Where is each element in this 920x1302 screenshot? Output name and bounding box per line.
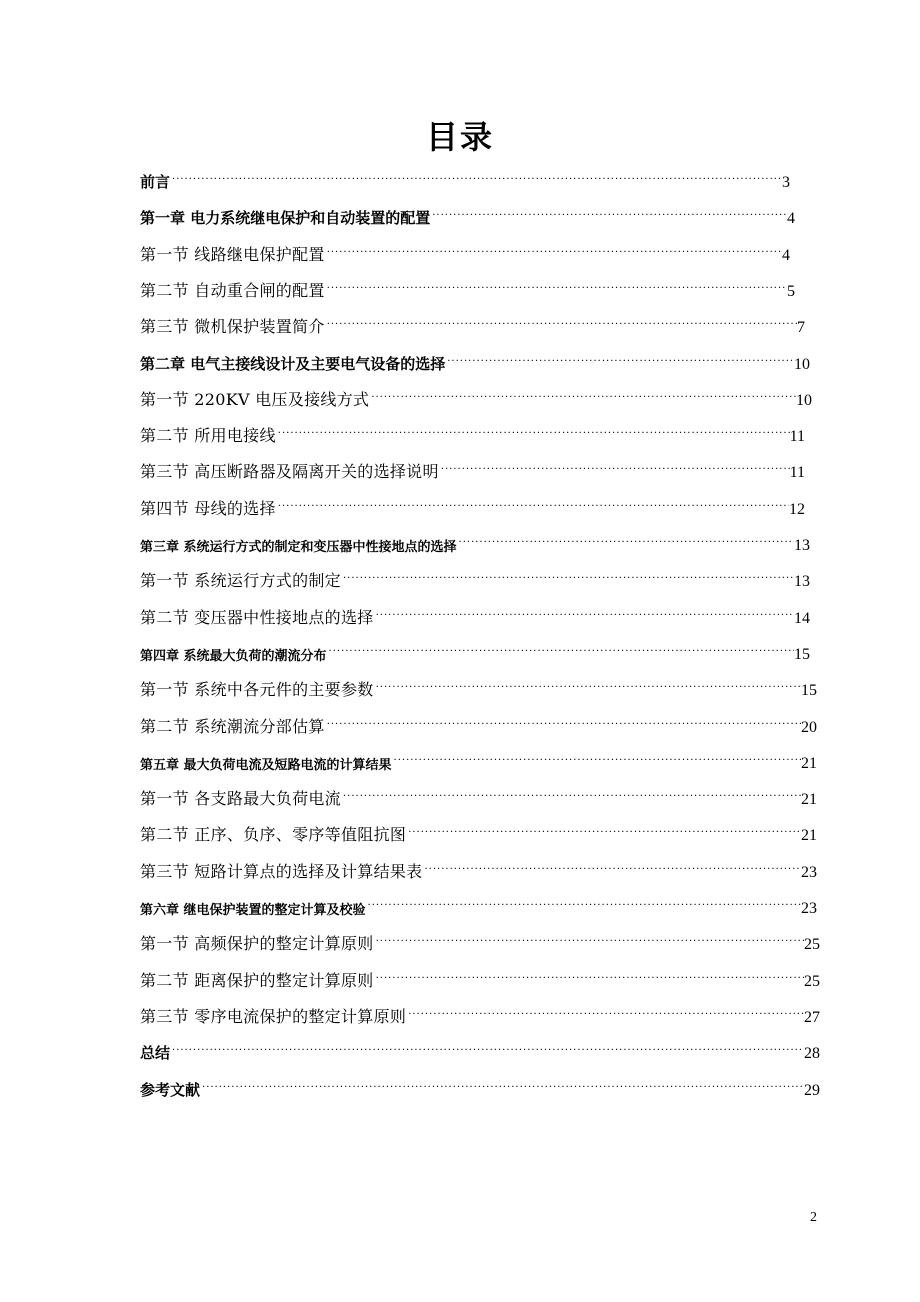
toc-entry[interactable] — [140, 783, 817, 809]
toc-entry[interactable] — [140, 638, 810, 664]
toc-leader-dots — [327, 644, 794, 664]
toc-entry-page: 28 — [804, 1045, 820, 1063]
toc-entry-page: 7 — [797, 319, 805, 337]
toc-entry-label: 第三节 微机保护装置简介 — [140, 317, 325, 337]
toc-leader-dots — [325, 317, 797, 337]
toc-entry[interactable] — [140, 529, 810, 555]
toc-leader-dots — [325, 717, 801, 737]
toc-entry[interactable] — [140, 493, 805, 519]
toc-entry-label: 第一节 线路继电保护配置 — [140, 244, 325, 264]
toc-entry-label: 第三节 零序电流保护的整定计算原则 — [140, 1006, 407, 1026]
toc-entry[interactable] — [140, 711, 817, 737]
toc-entry[interactable] — [140, 311, 805, 337]
toc-entry-page: 25 — [804, 972, 820, 990]
toc-entry-page: 11 — [789, 464, 805, 482]
toc-leader-dots — [392, 753, 801, 773]
toc-entry-label: 第五章 最大负荷电流及短路电流的计算结果 — [140, 757, 392, 773]
toc-entry-label: 第二节 自动重合闸的配置 — [140, 280, 325, 300]
toc-entry[interactable] — [140, 819, 817, 845]
toc-entry-page: 25 — [804, 936, 820, 954]
toc-leader-dots — [406, 1007, 804, 1027]
toc-entry-page: 29 — [804, 1081, 820, 1099]
toc-entry[interactable] — [140, 348, 810, 374]
toc-leader-dots — [200, 1080, 804, 1100]
toc-entry[interactable] — [140, 747, 817, 773]
toc-entry-page: 4 — [787, 210, 795, 228]
toc-leader-dots — [423, 862, 802, 882]
toc-leader-dots — [445, 354, 794, 374]
toc-entry-label: 第一节 220KV 电压及接线方式 — [140, 389, 370, 409]
toc-entry-label: 参考文献 — [140, 1080, 201, 1099]
toc-entry-label: 第一章 电力系统继电保护和自动装置的配置 — [140, 209, 431, 228]
toc-entry-page: 15 — [794, 645, 810, 663]
toc-entry-page: 27 — [804, 1008, 820, 1026]
toc-leader-dots — [457, 535, 794, 555]
page-title: 目录 — [425, 118, 494, 156]
toc-leader-dots — [439, 462, 790, 482]
toc-entry-label: 第三节 短路计算点的选择及计算结果表 — [140, 861, 423, 881]
toc-leader-dots — [325, 281, 787, 301]
toc-entry[interactable] — [140, 965, 820, 991]
toc-entry-label: 第二章 电气主接线设计及主要电气设备的选择 — [140, 354, 446, 373]
toc-entry-page: 23 — [801, 863, 817, 881]
toc-leader-dots — [276, 499, 789, 519]
toc-entry[interactable] — [140, 856, 817, 882]
toc-entry-page: 15 — [801, 682, 817, 700]
toc-entry[interactable] — [140, 565, 810, 591]
toc-entry-label: 前言 — [140, 173, 171, 191]
toc-entry-label: 第二节 所用电接线 — [140, 426, 276, 446]
toc-leader-dots — [325, 245, 782, 265]
toc-leader-dots — [366, 898, 801, 918]
toc-entry[interactable] — [140, 1037, 820, 1063]
toc-leader-dots — [406, 825, 801, 845]
toc-entry-label: 第三章 系统运行方式的制定和变压器中性接地点的选择 — [140, 540, 457, 555]
toc-entry-page: 5 — [787, 282, 795, 300]
toc-entry-label: 第二节 距离保护的整定计算原则 — [140, 970, 374, 990]
toc-entry-label: 第一节 系统中各元件的主要参数 — [140, 680, 374, 700]
toc-entry[interactable] — [140, 166, 790, 192]
toc-leader-dots — [374, 608, 794, 628]
toc-leader-dots — [276, 426, 790, 446]
toc-entry-label: 第二节 系统潮流分部估算 — [140, 716, 325, 736]
toc-entry-page: 10 — [796, 391, 812, 409]
toc-entry-page: 21 — [801, 754, 817, 772]
toc-entry-page: 14 — [794, 609, 810, 627]
toc-entry[interactable] — [140, 275, 795, 301]
toc-entry[interactable] — [140, 239, 790, 265]
toc-entry[interactable] — [140, 674, 817, 700]
page-number: 2 — [810, 1210, 817, 1225]
toc-entry[interactable] — [140, 1001, 820, 1027]
toc-leader-dots — [374, 680, 801, 700]
toc-entry-label: 第一节 系统运行方式的制定 — [140, 571, 341, 591]
toc-leader-dots — [170, 172, 782, 192]
toc-leader-dots — [374, 971, 804, 991]
toc-entry-label: 第二节 正序、负序、零序等值阻抗图 — [140, 825, 407, 845]
toc-entry-label: 第一节 高频保护的整定计算原则 — [140, 934, 374, 954]
toc-entry-page: 13 — [794, 537, 810, 554]
toc-entry-label: 第四章 系统最大负荷的潮流分布 — [140, 648, 327, 664]
toc-entry-page: 23 — [801, 900, 817, 917]
toc-entry-label: 第一节 各支路最大负荷电流 — [140, 789, 341, 809]
toc-entry-page: 3 — [782, 174, 790, 191]
toc-entry-page: 10 — [794, 355, 810, 373]
toc-entry-label: 第二节 变压器中性接地点的选择 — [140, 607, 374, 627]
toc-entry-page: 21 — [801, 791, 817, 809]
toc-leader-dots — [430, 208, 787, 228]
toc-entry[interactable] — [140, 1074, 820, 1100]
toc-entry[interactable] — [140, 384, 812, 410]
toc-entry-page: 12 — [789, 500, 805, 518]
toc-entry-label: 第四节 母线的选择 — [140, 498, 276, 518]
toc-entry-page: 11 — [789, 428, 805, 446]
toc-entry[interactable] — [140, 456, 805, 482]
toc-entry[interactable] — [140, 928, 820, 954]
toc-entry-label: 第三节 高压断路器及隔离开关的选择说明 — [140, 462, 439, 482]
toc-entry-page: 21 — [801, 827, 817, 845]
toc-entry-label: 总结 — [140, 1044, 171, 1063]
toc-leader-dots — [170, 1043, 804, 1063]
toc-leader-dots — [341, 571, 794, 591]
toc-leader-dots — [369, 390, 796, 410]
toc-leader-dots — [341, 789, 801, 809]
toc-entry-label: 第六章 继电保护装置的整定计算及校验 — [140, 903, 366, 918]
toc-entry[interactable] — [140, 202, 795, 228]
toc-entry-page: 4 — [782, 246, 790, 264]
toc-entry[interactable] — [140, 892, 817, 918]
toc-entry-page: 20 — [801, 718, 817, 736]
toc-entry-page: 13 — [794, 573, 810, 591]
toc-entry[interactable] — [140, 602, 810, 628]
toc-entry[interactable] — [140, 420, 805, 446]
toc-leader-dots — [374, 934, 804, 954]
